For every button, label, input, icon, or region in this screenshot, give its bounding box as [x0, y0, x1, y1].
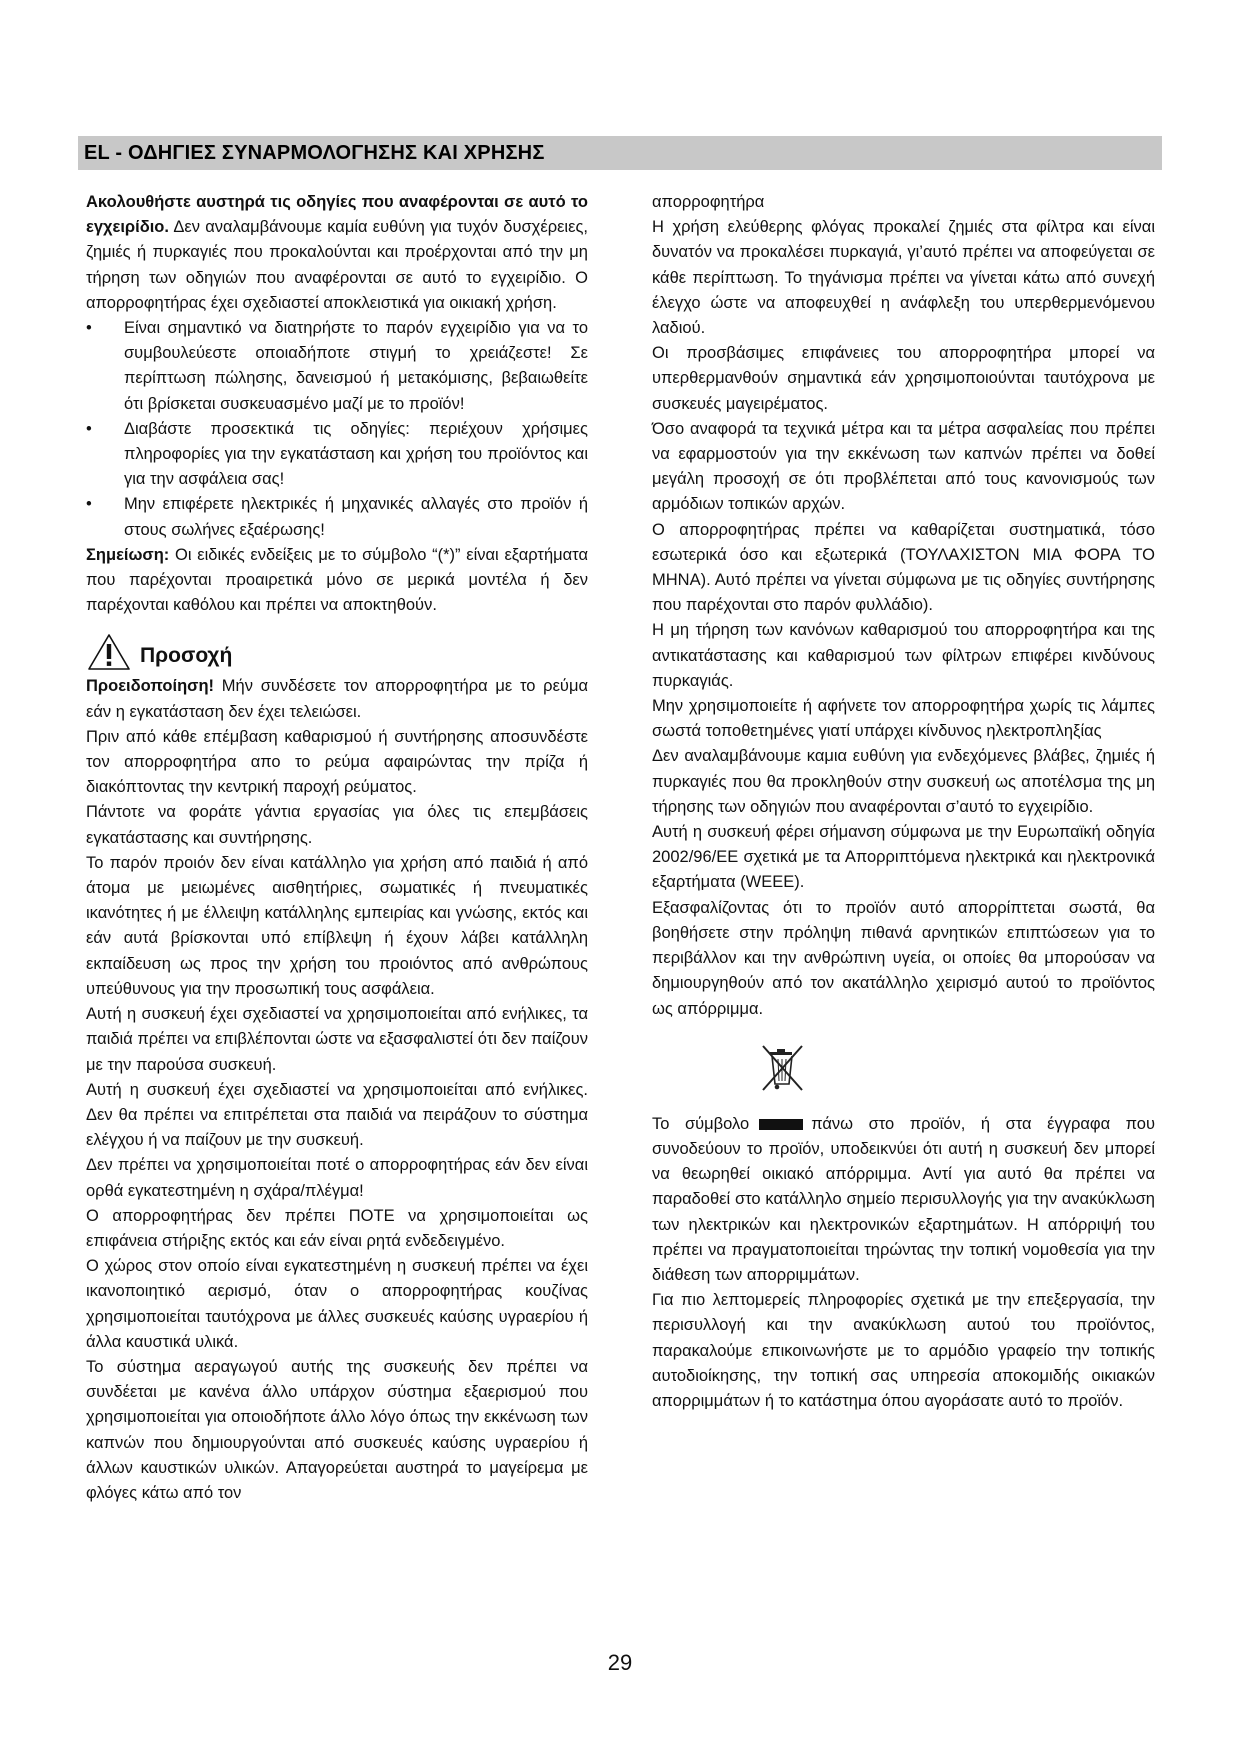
bullet-text: Διαβάστε προσεκτικά τις οδηγίες: περιέχουν χρήσιμες πληροφορίες για την εγκατάσταση και χρήση του προϊόντος και για την ασφάλεια σας! [124, 419, 588, 489]
paragraph: Ο χώρος στον οποίο είναι εγκατεστημένη η συσκευή πρέπει να έχει ικανοποιητικό αερισμό, όταν ο απορροφητήρας κουζίνας χρησιμοποιείται ταυτόχρονα με άλλες συσκευές καύσης υγραερίου ή άλλα καυστικά υλικά. [86, 1257, 588, 1351]
bullet-text: Μην επιφέρετε ηλεκτρικές ή μηχανικές αλλαγές στο προϊόν ή στους σωλήνες εξαέρωσης! [124, 495, 588, 539]
bullet-list [86, 316, 588, 543]
note-text: Οι ειδικές ενδείξεις με το σύμβολο “(*)” είναι εξαρτήματα που παρέχονται προαιρετικά μόνο σε μερικά μοντέλα ή δεν παρέχονται καθόλου και πρέπει να αποκτηθούν. [86, 545, 588, 615]
bullet-text: Είναι σημαντικό να διατηρήστε το παρόν εγχειρίδιο για να το συμβουλεύεστε οποιαδήποτε στιγμή το χρειάζεστε! Σε περίπτωση πώλησης, δανεισμού ή μετακόμισης, βεβαιωθείτε ότι βρίσκεται συσκευασμένο μαζί με το προϊόν! [124, 319, 588, 413]
bullet-dot: • [86, 495, 92, 514]
intro-paragraph [86, 190, 588, 316]
page-number: 29 [607, 1650, 633, 1675]
paragraph: Η μη τήρηση των κανόνων καθαρισμού του απορροφητήρα και της αντικατάστασης και καθαρισμού των φίλτρων επιφέρει κινδύνους πυρκαγιάς. [652, 621, 1155, 690]
right-column [652, 190, 1155, 1414]
warning-label: Προειδοποίηση! [86, 677, 215, 696]
symbol-paragraph [652, 1112, 1155, 1288]
paragraph: Δεν πρέπει να χρησιμοποιείται ποτέ ο απορροφητήρας εάν δεν είναι ορθά εγκατεστημένη η σχάρα/πλέγμα! [86, 1156, 588, 1200]
paragraph: Μην χρησιμοποιείτε ή αφήνετε τον απορροφητήρα χωρίς τις λάμπες σωστά τοποθετημένες γιατί υπάρχει κίνδυνος ηλεκτροπληξίας [652, 697, 1155, 741]
crossed-bin-icon [760, 1044, 806, 1096]
paragraph: Ο απορροφητήρας δεν πρέπει ΠΟΤΕ να χρησιμοποιείται ως επιφάνεια στήριξης εκτός και εάν είναι ρητά ενδεδειγμένο. [86, 1206, 588, 1250]
paragraph: Όσο αναφορά τα τεχνικά μέτρα και τα μέτρα ασφαλείας που πρέπει να εφαρμοστούν για την εκκένωση των καπνών πρέπει να δοθεί μεγάλη προσοχή σε ότι προβλέπεται από τους κανονισμούς των αρμόδιων τοπικών αρχών. [652, 419, 1155, 514]
section-title: EL - ΟΔΗΓΙΕΣ ΣΥΝΑΡΜΟΛΟΓΗΣΗΣ ΚΑΙ ΧΡΗΣΗΣ [84, 142, 545, 164]
paragraph: Εξασφαλίζοντας ότι το προϊόν αυτό απορρίπτεται σωστά, θα βοηθήσετε στην πρόληψη πιθανά αρνητικών επιπτώσεων για το περιβάλλον και την ανθρώπινη υγεία, οι οποίες θα μπορούσαν να δημιουργηθούν από τον ακατάλληλο χειρισμό αυτού το προϊόντος ως απόρριμμα. [652, 898, 1155, 1018]
section-header [78, 136, 1162, 170]
caution-heading [86, 632, 588, 672]
symbol-before-text: Το σύμβολο [652, 1114, 750, 1133]
note-label: Σημείωση: [86, 545, 170, 564]
intro-text: Δεν αναλαμβάνουμε καμία ευθύνη για τυχόν δυσχέρειες, ζημιές ή πυρκαγιές που προκαλούνται και προέρχονται από την μη τήρηση των οδηγιών που αναφέρονται σε αυτό το εγχειρίδιο. Ο απορροφητήρας έχει σχεδιαστεί αποκλειστικά για οικιακή χρήση. [86, 218, 588, 312]
paragraph: Αυτή η συσκευή φέρει σήμανση σύμφωνα με την Ευρωπαϊκή οδηγία 2002/96/ΕΕ σχετικά με τα Απορριπτόμενα ηλεκτρικά και ηλεκτρονικά εξαρτήματα (WEEE). [652, 823, 1155, 892]
warning-text: Μήν συνδέσετε τον απορροφητήρα με το ρεύμα εάν η εγκατάσταση δεν έχει τελειώσει. [86, 677, 588, 721]
left-column [86, 190, 588, 1506]
warning-paragraph [86, 674, 588, 724]
caution-title: Προσοχή [140, 643, 233, 667]
paragraph: Πριν από κάθε επέμβαση καθαρισμού ή συντήρησης αποσυνδέστε τον απορροφητήρα απο το ρεύμα αφαιρώντας την πρίζα ή διακόπτοντας την κεντρική παροχή ρεύματος. [86, 727, 588, 797]
warning-triangle-icon [86, 632, 132, 672]
symbol-after-text: πάνω στο προϊόν, ή στα έγγραφα που συνοδεύουν το προϊόν, υποδεικνύει ότι αυτή η συσκευή δεν μπορεί να θεωρηθεί οικιακό απόρριμμα. Αντί για αυτό θα πρέπει να παραδοθεί στο κατάλληλο σημείο περισυλλογής για την ανακύκλωση των ηλεκτρικών και ηλεκτρονικών εξαρτημάτων. Η απόρριψή του πρέπει να πραγματοποιείται τηρώντας την τοπική νομοθεσία για την διάθεση των απορριμμάτων. [652, 1114, 1155, 1284]
intro-bold: Ακολουθήστε αυστηρά τις οδηγίες που αναφέρονται σε αυτό το εγχειρίδιο. [86, 193, 588, 237]
paragraph: Η χρήση ελεύθερης φλόγας προκαλεί ζημιές στα φίλτρα και είναι δυνατόν να προκαλέσει πυρκαγιά, γι’αυτό πρέπει να αποφεύγεται σε κάθε περίπτωση. Το τηγάνισμα πρέπει να γίνεται κάτω από συνεχή έλεγχο ώστε να αποφευχθεί η ανάφλεξη του υπερθερμενόμενου λαδιού. [652, 218, 1155, 338]
bullet-dot: • [86, 319, 92, 338]
list-item [86, 316, 588, 417]
black-bar-symbol-icon [759, 1119, 803, 1130]
paragraph: Το σύστημα αεραγωγού αυτής της συσκευής δεν πρέπει να συνδέεται με κανένα άλλο υπάρχον σύστημα εξαερισμού που χρησιμοποιείται για οποιοδήποτε άλλο λόγο όπως την εκκένωση των καπνών που δημιουργούνται από συσκευές καύσης υγραερίου ή άλλων καυστικών υλικών. Απαγορεύεται αυστηρά το μαγείρεμα με φλόγες κάτω από τον [86, 1357, 588, 1502]
paragraph: Αυτή η συσκευή έχει σχεδιαστεί να χρησιμοποιείται από ενήλικες, τα παιδιά πρέπει να επιβλέπονται ώστε να εξασφαλιστεί ότι δεν παίζουν με την παρούσα συσκευή. [86, 1005, 588, 1074]
weee-symbol-area [652, 1022, 1155, 1112]
note-paragraph [86, 543, 588, 619]
paragraph: Ο απορροφητήρας πρέπει να καθαρίζεται συστηματικά, τόσο εσωτερικά όσο και εξωτερικά (ΤΟΥΛΑΧΙΣΤΟΝ ΜΙΑ ΦΟΡΑ ΤΟ ΜΗΝΑ). Αυτό πρέπει να γίνεται σύμφωνα με τις οδηγίες συντήρησης που παρέχονται στο παρόν φυλλάδιο). [652, 520, 1155, 615]
paragraph: Οι προσβάσιμες επιφάνειες του απορροφητήρα μπορεί να υπερθερμανθούν σημαντικά εάν χρησιμοποιούνται ταυτόχρονα με συσκευές μαγειρέματος. [652, 344, 1155, 413]
paragraph: Το παρόν προιόν δεν είναι κατάλληλο για χρήση από παιδιά ή από άτομα με μειωμένες αισθητήριες, σωματικές ή πνευματικές ικανότητες ή με έλλειψη κατάλληλης εμπειρίας και γνώσης, εκτός και εάν αυτά βρίσκονται υπό επίβλεψη ή έχουν λάβει κατάλληλη εκπαίδευση ως προς την χρήση του προιόντος από ανθρώπους υπεύθυνους για την προσωπική τους ασφάλεια. [86, 853, 588, 998]
list-item [86, 492, 588, 542]
bullet-dot: • [86, 419, 92, 438]
paragraph: Αυτή η συσκευή έχει σχεδιαστεί να χρησιμοποιείται από ενήλικες. Δεν θα πρέπει να επιτρέπεται στα παιδιά να πειράζουν το σύστημα ελέγχου ή να παίζουν με την συσκευή. [86, 1080, 588, 1150]
paragraph: Δεν αναλαμβάνουμε καμια ευθύνη για ενδεχόμενες βλάβες, ζημιές ή πυρκαγιές που θα προκληθούν στην συσκευή ως αποτέλσμα της μη τήρησης των οδηγιών που αναφέρονται σ’αυτό το εγχειρίδιο. [652, 747, 1155, 816]
paragraph: απορροφητήρα [652, 193, 765, 211]
final-paragraph: Για πιο λεπτομερείς πληροφορίες σχετικά με την επεξεργασία, την περισυλλογή και την ανακύκλωση αυτού του προϊόντος, παρακαλούμε επικοινωνήστε με το αρμόδιο γραφείο την τοπικής αυτοδιοίκησης, την τοπική σας υπηρεσία αποκομιδής οικιακών απορριμμάτων ή το κατάστημα όπου αγοράσατε αυτό το προϊόν. [652, 1291, 1155, 1410]
paragraph: Πάντοτε να φοράτε γάντια εργασίας για όλες τις επεμβάσεις εγκατάστασης και συντήρησης. [86, 803, 588, 847]
list-item [86, 417, 588, 493]
